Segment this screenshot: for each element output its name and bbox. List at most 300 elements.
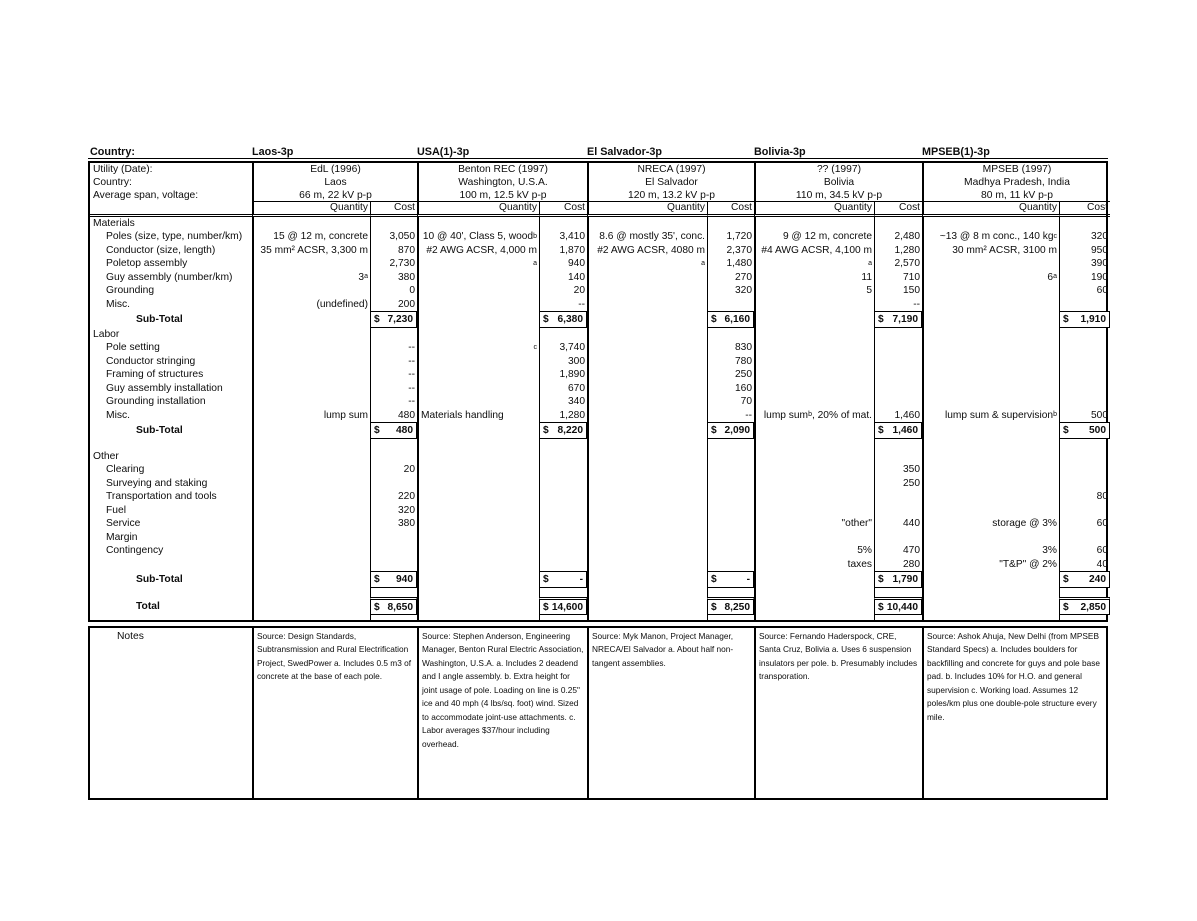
cost-text: 60 bbox=[1096, 518, 1108, 530]
quantity-text: lump sum bbox=[323, 409, 368, 421]
quantity-cell bbox=[922, 217, 1059, 230]
cost-cell bbox=[1059, 588, 1110, 597]
quantity-cell: a bbox=[587, 257, 707, 271]
cost-cell bbox=[1059, 355, 1110, 369]
cost-text: 670 bbox=[568, 382, 585, 394]
quantity-cell: lump sum b , 20% of mat. bbox=[754, 409, 874, 423]
quantity-cell bbox=[922, 439, 1059, 450]
quantity-cell bbox=[754, 284, 874, 298]
row-label: Transportation and tools bbox=[106, 491, 217, 503]
info-value: 66 m, 22 kV p-p bbox=[252, 189, 417, 202]
cost-cell bbox=[539, 257, 587, 271]
info-value: Washington, U.S.A. bbox=[417, 176, 587, 189]
cost-cell bbox=[539, 328, 587, 341]
cost-cell bbox=[707, 284, 754, 298]
quantity-text: 35 mm² ACSR, 3,300 m bbox=[260, 244, 368, 256]
cost-cell bbox=[1059, 571, 1110, 588]
subtotal-value: 1,460 bbox=[892, 425, 918, 436]
note-text: Source: Ashok Ahuja, New Delhi (from MPSEB Standard Specs) a. Includes boulders for backfilling and concrete for guys and pole base pad. b. Includes 10% for H.O. and general supervision c. Working load. Assumes 12 poles/km plus one double-pole structure every mile. bbox=[922, 628, 1110, 798]
quantity-text: 9 @ 12 m, concrete bbox=[782, 231, 872, 243]
note-text: Source: Fernando Haderspock, CRE, Santa Cruz, Bolivia a. Uses 6 suspension insulators per pole. b. Presumably includes transporation. bbox=[754, 628, 922, 798]
quantity-cell: a bbox=[754, 257, 874, 271]
quantity-cell bbox=[252, 395, 370, 409]
quantity-cell bbox=[417, 311, 539, 328]
row-label: Conductor stringing bbox=[106, 355, 196, 367]
cost-text: 70 bbox=[740, 396, 752, 408]
subtotal-value: - bbox=[746, 574, 750, 585]
quantity-cell bbox=[587, 409, 707, 423]
quantity-text: taxes bbox=[847, 558, 872, 570]
quantity-cell bbox=[417, 490, 539, 504]
cost-cell bbox=[1059, 558, 1110, 572]
quantity-cell bbox=[587, 517, 707, 531]
currency-symbol: $ bbox=[374, 601, 380, 613]
cost-cell bbox=[370, 355, 417, 369]
cost-cell bbox=[1059, 597, 1110, 615]
cost-text: 0 bbox=[409, 285, 415, 297]
quantity-text: #4 AWG ACSR, 4,100 m bbox=[761, 244, 872, 256]
quantity-cell bbox=[252, 490, 370, 504]
cost-comparison-table bbox=[90, 163, 1106, 620]
quantity-cell bbox=[252, 439, 370, 450]
cost-cell bbox=[539, 597, 587, 615]
cost-cell bbox=[707, 244, 754, 258]
subtotal-value: 7,230 bbox=[387, 314, 413, 325]
quantity-text: 15 @ 12 m, concrete bbox=[273, 231, 368, 243]
quantity-text: 8.6 @ mostly 35', conc. bbox=[599, 231, 705, 243]
cost-cell bbox=[874, 284, 922, 298]
quantity-cell bbox=[587, 504, 707, 518]
currency-symbol: $ bbox=[1063, 574, 1069, 585]
subtotal-box bbox=[1059, 311, 1110, 328]
subtotal-value: 500 bbox=[1089, 425, 1106, 436]
quantity-cell bbox=[587, 463, 707, 477]
cost-cell bbox=[707, 544, 754, 558]
quantity-text: storage @ 3% bbox=[992, 518, 1057, 530]
section-label: Other bbox=[93, 451, 119, 462]
quantity-text: 3 bbox=[358, 271, 365, 283]
cost-cell bbox=[874, 422, 922, 439]
cost-text: 950 bbox=[1091, 244, 1108, 256]
quantity-text: 5 bbox=[866, 285, 872, 297]
currency-symbol: $ bbox=[1063, 314, 1069, 325]
cost-cell bbox=[707, 490, 754, 504]
quantity-cell bbox=[417, 368, 539, 382]
quantity-cell bbox=[417, 284, 539, 298]
currency-symbol: $ bbox=[374, 425, 380, 436]
cost-cell bbox=[539, 544, 587, 558]
cost-cell bbox=[539, 230, 587, 244]
quantity-cell: ~13 @ 8 m conc., 140 kg c bbox=[922, 230, 1059, 244]
currency-symbol: $ bbox=[878, 425, 884, 436]
row-label: Poletop assembly bbox=[106, 258, 188, 270]
subtotal-value: - bbox=[579, 574, 583, 585]
cost-cell bbox=[874, 271, 922, 285]
quantity-cell bbox=[587, 382, 707, 396]
cost-cell bbox=[1059, 230, 1110, 244]
quantity-text: 10 @ 40', Class 5, wood bbox=[422, 231, 534, 243]
cost-text: 280 bbox=[903, 558, 920, 570]
quantity-column-header: Quantity bbox=[252, 202, 370, 217]
quantity-cell bbox=[587, 341, 707, 355]
quantity-cell bbox=[587, 395, 707, 409]
quantity-cell bbox=[417, 477, 539, 491]
cost-text: 80 bbox=[1096, 491, 1108, 503]
quantity-text: "T&P" @ 2% bbox=[999, 558, 1057, 570]
subtotal-value: 1,910 bbox=[1080, 314, 1106, 325]
quantity-cell bbox=[252, 517, 370, 531]
cost-comparison-sheet bbox=[88, 146, 1108, 800]
quantity-cell bbox=[252, 463, 370, 477]
quantity-cell bbox=[754, 355, 874, 369]
cost-text: 250 bbox=[903, 477, 920, 489]
cost-text: 940 bbox=[568, 258, 585, 270]
quantity-text: 6 bbox=[1047, 271, 1054, 283]
subtotal-box bbox=[370, 422, 417, 439]
row-label: Poles (size, type, number/km) bbox=[106, 231, 243, 243]
row-label: Sub-Total bbox=[136, 425, 183, 436]
cost-cell bbox=[874, 463, 922, 477]
quantity-cell bbox=[417, 571, 539, 588]
cost-cell bbox=[370, 571, 417, 588]
cost-cell bbox=[1059, 517, 1110, 531]
subtotal-box bbox=[539, 422, 587, 439]
subtotal-box bbox=[1059, 571, 1110, 588]
cost-text: 780 bbox=[735, 355, 752, 367]
quantity-cell bbox=[922, 558, 1059, 572]
cost-cell bbox=[539, 558, 587, 572]
cost-cell bbox=[707, 217, 754, 230]
quantity-cell bbox=[754, 544, 874, 558]
quantity-cell bbox=[252, 368, 370, 382]
subtotal-value: 8,220 bbox=[557, 425, 583, 436]
total-value: 8,250 bbox=[724, 601, 750, 613]
quantity-cell bbox=[754, 311, 874, 328]
quantity-cell bbox=[252, 217, 370, 230]
cost-cell bbox=[539, 409, 587, 423]
cost-cell bbox=[539, 311, 587, 328]
cost-cell bbox=[370, 439, 417, 450]
cost-text: 870 bbox=[398, 244, 415, 256]
row-label: Clearing bbox=[106, 464, 145, 476]
cost-cell bbox=[874, 477, 922, 491]
cost-cell bbox=[707, 271, 754, 285]
row-label: Service bbox=[106, 518, 141, 530]
subtotal-value: 6,160 bbox=[724, 314, 750, 325]
quantity-cell bbox=[417, 450, 539, 463]
currency-symbol: $ bbox=[374, 574, 380, 585]
currency-symbol: $ bbox=[711, 314, 717, 325]
subtotal-box bbox=[370, 311, 417, 328]
cost-cell bbox=[539, 531, 587, 545]
quantity-cell bbox=[252, 422, 370, 439]
cost-cell bbox=[370, 311, 417, 328]
total-box bbox=[1059, 597, 1110, 615]
quantity-cell: 3 a bbox=[252, 271, 370, 285]
info-row-label: Country: bbox=[93, 177, 132, 188]
total-value: 8,650 bbox=[387, 601, 413, 613]
quantity-cell bbox=[922, 531, 1059, 545]
cost-cell bbox=[874, 490, 922, 504]
row-label: Surveying and staking bbox=[106, 477, 208, 489]
quantity-cell bbox=[922, 311, 1059, 328]
notes-label: Notes bbox=[117, 631, 144, 642]
row-label bbox=[90, 439, 252, 450]
country-header: USA(1)-3p bbox=[415, 146, 585, 159]
row-label: Guy assembly (number/km) bbox=[106, 271, 233, 283]
quantity-cell bbox=[922, 517, 1059, 531]
cost-cell bbox=[370, 517, 417, 531]
cost-cell bbox=[370, 244, 417, 258]
cost-cell bbox=[370, 382, 417, 396]
quantity-text: ~13 @ 8 m conc., 140 kg bbox=[939, 231, 1054, 243]
cost-cell bbox=[707, 230, 754, 244]
cost-cell bbox=[1059, 450, 1110, 463]
info-value: Madhya Pradesh, India bbox=[922, 176, 1110, 189]
cost-cell bbox=[539, 284, 587, 298]
quantity-cell bbox=[417, 244, 539, 258]
cost-cell bbox=[1059, 395, 1110, 409]
total-value: 2,850 bbox=[1080, 601, 1106, 613]
quantity-cell bbox=[922, 490, 1059, 504]
section-label: Materials bbox=[93, 218, 135, 229]
info-value: Bolivia bbox=[754, 176, 922, 189]
subtotal-box bbox=[874, 571, 922, 588]
quantity-cell bbox=[252, 571, 370, 588]
total-value: 10,440 bbox=[886, 601, 918, 613]
cost-cell bbox=[874, 531, 922, 545]
row-label: Conductor (size, length) bbox=[106, 244, 216, 256]
quantity-cell bbox=[754, 382, 874, 396]
quantity-cell bbox=[252, 244, 370, 258]
cost-cell bbox=[874, 544, 922, 558]
info-value: EdL (1996) bbox=[252, 163, 417, 176]
cost-text: 3,740 bbox=[559, 342, 585, 354]
quantity-cell bbox=[922, 355, 1059, 369]
cost-cell bbox=[539, 450, 587, 463]
cost-cell bbox=[707, 311, 754, 328]
total-value: 14,600 bbox=[551, 601, 583, 613]
currency-symbol: $ bbox=[543, 601, 549, 613]
cost-text: 3,410 bbox=[559, 231, 585, 243]
info-value: MPSEB (1997) bbox=[922, 163, 1110, 176]
quantity-cell bbox=[587, 490, 707, 504]
quantity-cell bbox=[417, 298, 539, 312]
cost-cell bbox=[707, 450, 754, 463]
cost-cell bbox=[874, 588, 922, 597]
cost-cell bbox=[874, 355, 922, 369]
currency-symbol: $ bbox=[711, 574, 717, 585]
quantity-cell bbox=[252, 531, 370, 545]
cost-text: 300 bbox=[568, 355, 585, 367]
total-box bbox=[707, 597, 754, 615]
quantity-cell bbox=[922, 597, 1059, 615]
cost-cell bbox=[1059, 244, 1110, 258]
cost-text: -- bbox=[578, 298, 585, 310]
cost-text: 710 bbox=[903, 271, 920, 283]
cost-text: 140 bbox=[568, 271, 585, 283]
cost-cell bbox=[1059, 615, 1110, 620]
cost-text: 480 bbox=[398, 409, 415, 421]
cost-cell bbox=[707, 422, 754, 439]
quantity-cell bbox=[417, 517, 539, 531]
cost-cell bbox=[1059, 382, 1110, 396]
cost-text: 20 bbox=[403, 464, 415, 476]
note-text: Source: Myk Manon, Project Manager, NRECA/El Salvador a. About half non-tangent assemblies. bbox=[587, 628, 754, 798]
quantity-cell bbox=[252, 477, 370, 491]
cost-column-header: Cost bbox=[1059, 202, 1110, 217]
notes-table bbox=[88, 626, 1108, 800]
quantity-cell bbox=[252, 257, 370, 271]
cost-cell bbox=[1059, 298, 1110, 312]
cost-cell bbox=[370, 615, 417, 620]
quantity-cell bbox=[587, 588, 707, 597]
quantity-cell bbox=[587, 328, 707, 341]
quantity-cell bbox=[922, 341, 1059, 355]
cost-cell bbox=[1059, 311, 1110, 328]
quantity-cell bbox=[252, 311, 370, 328]
cost-cell bbox=[1059, 544, 1110, 558]
quantity-cell bbox=[417, 588, 539, 597]
quantity-text: 5% bbox=[857, 545, 872, 557]
info-value: 80 m, 11 kV p-p bbox=[922, 189, 1110, 202]
quantity-cell bbox=[587, 615, 707, 620]
quantity-cell bbox=[754, 517, 874, 531]
country-header: Bolivia-3p bbox=[752, 146, 920, 159]
quantity-cell bbox=[922, 328, 1059, 341]
row-label: Sub-Total bbox=[136, 314, 183, 325]
cost-text: 1,890 bbox=[559, 369, 585, 381]
quantity-cell bbox=[417, 544, 539, 558]
cost-cell bbox=[874, 439, 922, 450]
cost-cell bbox=[539, 571, 587, 588]
cost-cell bbox=[539, 463, 587, 477]
quantity-cell bbox=[754, 490, 874, 504]
quantity-cell bbox=[587, 439, 707, 450]
cost-cell bbox=[874, 341, 922, 355]
cost-text: 440 bbox=[903, 518, 920, 530]
quantity-cell bbox=[922, 395, 1059, 409]
cost-text: 1,280 bbox=[894, 244, 920, 256]
quantity-cell: lump sum & supervision b bbox=[922, 409, 1059, 423]
cost-text: -- bbox=[408, 369, 415, 381]
currency-symbol: $ bbox=[711, 425, 717, 436]
subtotal-value: 7,190 bbox=[892, 314, 918, 325]
quantity-cell bbox=[754, 368, 874, 382]
row-label: Contingency bbox=[106, 545, 164, 557]
quantity-cell bbox=[922, 588, 1059, 597]
cost-cell bbox=[874, 615, 922, 620]
quantity-cell bbox=[754, 298, 874, 312]
cost-cell bbox=[370, 597, 417, 615]
quantity-cell bbox=[754, 341, 874, 355]
quantity-text: Materials handling bbox=[421, 409, 504, 421]
row-label: Misc. bbox=[106, 298, 131, 310]
quantity-cell bbox=[922, 477, 1059, 491]
quantity-cell bbox=[587, 271, 707, 285]
row-label bbox=[90, 588, 252, 597]
cost-text: 340 bbox=[568, 396, 585, 408]
note-text: Source: Stephen Anderson, Engineering Manager, Benton Rural Electric Association, Washington, U.S.A. a. Includes 2 deadend and I angle assembly. b. Extra height for joint usage of pole. Loading on line is 0.25" ice and 40 mph (4 lbs/sq. foot) wind. Sized to accommodate joint-use attachments. c. Labor averages $37/hour including overhead. bbox=[417, 628, 587, 798]
quantity-cell bbox=[417, 531, 539, 545]
quantity-cell bbox=[417, 409, 539, 423]
cost-cell bbox=[707, 558, 754, 572]
quantity-cell bbox=[587, 244, 707, 258]
currency-symbol: $ bbox=[1063, 425, 1069, 436]
row-label: Pole setting bbox=[106, 342, 160, 354]
quantity-text: 30 mm² ACSR, 3100 m bbox=[952, 244, 1057, 256]
section-label: Labor bbox=[93, 329, 120, 340]
quantity-cell: c bbox=[417, 341, 539, 355]
row-label: Framing of structures bbox=[106, 369, 204, 381]
currency-symbol: $ bbox=[543, 314, 549, 325]
quantity-cell bbox=[252, 504, 370, 518]
quantity-cell bbox=[587, 298, 707, 312]
cost-cell bbox=[874, 368, 922, 382]
cost-text: 250 bbox=[735, 369, 752, 381]
cost-cell bbox=[707, 395, 754, 409]
cost-cell bbox=[370, 558, 417, 572]
cost-text: -- bbox=[408, 396, 415, 408]
currency-symbol: $ bbox=[543, 425, 549, 436]
row-label: Guy assembly installation bbox=[106, 382, 223, 394]
subtotal-value: 940 bbox=[396, 574, 413, 585]
quantity-cell bbox=[754, 615, 874, 620]
quantity-cell bbox=[922, 615, 1059, 620]
cost-cell bbox=[1059, 439, 1110, 450]
cost-cell bbox=[874, 409, 922, 423]
quantity-cell bbox=[922, 463, 1059, 477]
cost-cell bbox=[370, 230, 417, 244]
cost-cell bbox=[370, 544, 417, 558]
quantity-cell bbox=[417, 382, 539, 396]
quantity-text: "other" bbox=[841, 518, 872, 530]
quantity-cell bbox=[417, 395, 539, 409]
cost-cell bbox=[874, 298, 922, 312]
cost-text: 2,570 bbox=[894, 258, 920, 270]
cost-text: 3,050 bbox=[389, 231, 415, 243]
cost-cell bbox=[370, 504, 417, 518]
quantity-cell bbox=[417, 355, 539, 369]
cost-cell bbox=[874, 558, 922, 572]
cost-text: 1,460 bbox=[894, 409, 920, 421]
cost-text: 220 bbox=[398, 491, 415, 503]
quantity-cell bbox=[417, 463, 539, 477]
cost-cell bbox=[1059, 422, 1110, 439]
currency-symbol: $ bbox=[1063, 601, 1069, 613]
quantity-cell bbox=[417, 558, 539, 572]
quantity-text: 11 bbox=[861, 271, 872, 283]
cost-cell bbox=[707, 531, 754, 545]
quantity-text: 3% bbox=[1042, 545, 1057, 557]
cost-cell bbox=[539, 244, 587, 258]
cost-cell bbox=[874, 382, 922, 396]
cost-column-header: Cost bbox=[370, 202, 417, 217]
cost-cell bbox=[1059, 271, 1110, 285]
cost-text: 380 bbox=[398, 518, 415, 530]
cost-cell bbox=[707, 382, 754, 396]
cost-cell bbox=[539, 422, 587, 439]
cost-text: 150 bbox=[903, 285, 920, 297]
row-label: Total bbox=[136, 600, 160, 612]
quantity-text: lump sum bbox=[763, 409, 809, 421]
quantity-cell bbox=[754, 422, 874, 439]
row-label: Sub-Total bbox=[136, 574, 183, 585]
quantity-cell bbox=[754, 230, 874, 244]
cost-cell bbox=[539, 298, 587, 312]
currency-symbol: $ bbox=[374, 314, 380, 325]
country-header: El Salvador-3p bbox=[585, 146, 752, 159]
